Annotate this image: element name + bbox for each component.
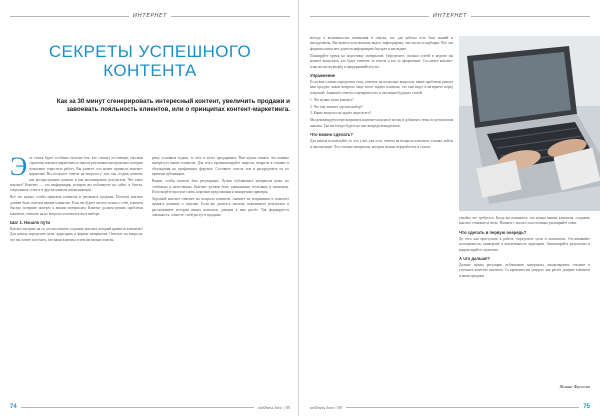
header-rule-right <box>171 16 290 17</box>
left-page <box>0 0 299 416</box>
paragraph: Планируйте время на подготовку материалов. Определите, сколько статей в неделю вы можете выпускать, кто будет отвечать за тексты и кто за оформление. Составьте контент-план на месяц вперёд и придерживайтесь его. <box>310 53 453 69</box>
paragraph: Для начала используйте то, что у вас уже есть: ответы на вопросы клиентов, отзывы, кейсы и презентации. Это готовые материалы, которые можно переработать в статьи. <box>310 139 453 149</box>
title-line-1: СЕКРЕТЫ УСПЕШНОГО <box>48 42 252 61</box>
paragraph: Если вам сложно определить тему, ответьте на несколько вопросов: какие проблемы решает ваш продукт, какие вопросы чаще всего задают клиенты, что они ищут в интернете перед покупкой. Запишите ответы и превратите их в заголовки будущих статей. <box>310 79 453 95</box>
magazine-name: wellness love / 05 <box>310 404 342 410</box>
paragraph: Дальше нужно регулярно публиковать материалы, анализировать отклики и улучшать качество контента. Со временем вы увидите, как растёт доверие клиентов и ваши продажи. <box>459 263 590 278</box>
article-lead: Как за 30 минут сгенерировать интересный контент, увеличить продажи и завоевать лояльность клиентов, или о принципах контент-маркетинга. <box>56 98 290 114</box>
page-footer-right <box>310 402 590 412</box>
article-title <box>10 42 290 80</box>
page-footer-left <box>10 402 290 412</box>
section-label: ИНТЕРНЕТ <box>132 13 168 19</box>
paragraph: Мы рекомендуем пересматривать контент-план раз в месяц и добавлять темы по результатам анализа. Так вы всегда будете на шаг впереди конкурентов. <box>310 118 453 128</box>
section-label: ИНТЕРНЕТ <box>432 13 468 19</box>
subheading: Шаг 1. Начало пути <box>10 219 50 225</box>
text-column-1 <box>10 156 143 402</box>
magazine-name: wellness love / 05 <box>258 404 290 410</box>
paragraph: решу основные задачи, то чего и хотел предпринять. Вам нужно понять, что именно интересует ваших клиентов. Для этого проанализируйте запросы, вопросы в отзывах и обсуждения на профильных форумах. Составьте список тем и распределите их по времени публикации. <box>152 156 289 177</box>
drop-cap: Э <box>10 156 28 181</box>
text-column-2 <box>152 156 289 402</box>
right-page <box>300 0 600 416</box>
author-signature: Жанна Фролова <box>559 384 590 389</box>
page-number-left: 74 <box>10 404 17 410</box>
paragraph: та статья будет особенно полезна тем, кто считает отстающие системы стратегии контент-маркетинга и многие различные инструменты, которые позволяют упростить работу. Вы узнаете, что может принести контент-маркетинг. Вы получите ответы на вопросы о том, как создать контент, как распространить контент и как анализировать результаты. Что такое контент? Контент — это информация, которую вы публикуете на сайте, в блогах, социальных сетях и в других каналах коммуникации. <box>10 156 143 193</box>
paragraph: Хороший контент отвечает на вопросы клиентов, снимает их возражения и помогает принять решение о покупке. Если вы делитесь опытом, показываете результаты и рассказываете истории ваших клиентов, доверие к вам растёт. Так формируется лояльность, а вместе с ней растут и продажи. <box>152 196 289 218</box>
header-rule-left <box>10 16 129 17</box>
text-column-3 <box>310 36 453 404</box>
footer-rule <box>21 407 254 408</box>
subheading: Что сделать в первую очередь? <box>459 229 527 235</box>
list-item: 3. Какие вопросы он задаёт чаще всего? <box>310 111 372 116</box>
header-rule-right <box>471 16 590 17</box>
laptop-photo <box>459 36 600 211</box>
list-item: 2. Что ему мешает сделать выбор? <box>310 104 363 109</box>
footer-rule <box>346 407 579 408</box>
paragraph: До того как приступать к работе, определите цели и показатели. Отслеживайте посещаемость, конверсию и вовлечённость аудитории. Анализируйте результаты и корректируйте стратегию. <box>459 236 590 252</box>
page-number-right: 75 <box>583 404 590 410</box>
title-line-2: КОНТЕНТА <box>103 61 197 80</box>
paragraph: Всё это нужно, чтобы привлечь клиентов и увеличить продажи. Поэтому контент должен быть полезен вашим клиентам. Если вы будете писать только о себе, клиенты быстро потеряют интерес к вашим материалам. Контент должен решать проблемы клиентов, отвечать на их вопросы и помогать им в выборе. <box>10 195 143 216</box>
paragraph: Как вы смотрите на то, что вы можете создавать контент, который нравится клиентам? Для начала определите цели, аудиторию и формат материалов. Ответьте на вопросы: что вы хотите получить, кто ваши клиенты и чем им можно помочь. <box>10 226 143 242</box>
header-rule-left <box>310 16 429 17</box>
text-column-4 <box>459 216 590 386</box>
paragraph: метода о возможностях изменения и поиска, что для работы есть база знаний и инструменты. Вы можете использовать видео, инфографику, чек-листы и подборки. Все эти форматы помогают донести информацию быстрее и нагляднее. <box>310 36 453 51</box>
section-header <box>10 10 290 22</box>
first-paragraph <box>10 156 143 194</box>
laptop-illustration <box>459 36 600 211</box>
paragraph: Важно, чтобы контент был регулярным. Лучше публиковать материалы реже, но стабильно и качественно. Контент должен быть уникальным, полезным и понятным. Используйте простые слова, короткие предложения и конкретные примеры. <box>152 179 289 194</box>
subheading: А что дальше? <box>459 256 490 262</box>
subheading: Упражнение <box>310 72 336 78</box>
section-header <box>310 10 590 22</box>
subheading: Что можно сделать? <box>310 132 353 138</box>
paragraph: узнайте что требуется. Когда вы понимаете, что нужно вашим клиентам, создавать контент становится легко. Начните с малого и постепенно расширяйте охват. <box>459 216 590 226</box>
list-item: 1. Что нужно знать клиенту? <box>310 97 354 102</box>
